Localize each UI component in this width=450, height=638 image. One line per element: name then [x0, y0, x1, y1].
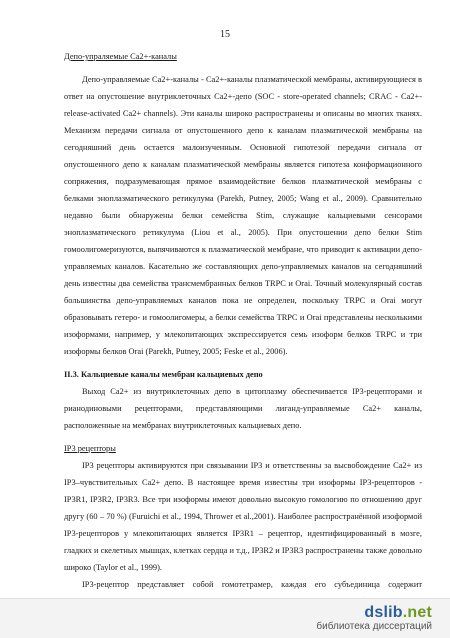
paragraph-soc: Депо-управляемые Ca2+-каналы - Ca2+-каналы плазматической мембраны, активирующиеся в ответ на опустошение внутриклеточных Ca2+-депо (SOC - store-operated channels; CRAC - Ca2+-release-activated Ca2+ channels). Эти каналы широко распространены и описаны во многих тканях. Механизм передачи сигнала от опустошенного депо к каналам плазматической мембраны на сегодняшний день остается малоизученным. Основной гипотезой передачи сигнала от опустошенного депо к каналам плазматической мембраны является гипотеза конформационного сопряжения, подразумевающая прямое взаимодействие белков плазматической мембраны с белками эноплазматического ретикулума (Parekh, Putney, 2005; Wang et al., 2009). Сравнительно недавно были обнаружены белки семейства Stim, служащие кальциевыми сенсорами эноплазматического ретикулума (Liou et al., 2005). При опустошении депо белки Stim гомоолигомеризуются, выпячиваются к плазматической мембране, что приводит к активации депо-управляемых каналов. Касательно же составляющих депо-управляемых каналов на сегодняшний день известны два семейства трансмембранных белков TRPC и Orai. Точный молекулярный состав большинства депо-управляемых каналов пока не определен, поскольку TRPC и Orai могут образовывать гетеро- и гомоолигомеры, а белки семейства TRPC и Orai представлены несколькими изоформами, например, у млекопитающих экспрессируется семь изоформ белков TRPC и три изоформы белков Orai (Parekh, Putney, 2005; Feske et al., 2006).	[64, 75, 422, 356]
page-number: 15	[220, 29, 230, 40]
page-content	[64, 48, 422, 610]
section-heading-ip3: IP3 рецепторы	[64, 444, 116, 453]
logo-subtitle: библиотека диссертаций	[316, 621, 432, 632]
paragraph-ip3-structure: IP3-рецептор представляет собой гомотетрамер, каждая его субъединица содержит	[82, 580, 422, 589]
logo-tld: .net	[402, 604, 432, 621]
section-title-depot-channels: II.3. Кальциевые каналы мембран кальциевых депо	[64, 370, 263, 379]
logo-wordmark	[316, 604, 432, 622]
dslib-logo	[316, 604, 432, 632]
logo-brand: dslib	[364, 604, 403, 621]
paragraph-ip3-isoforms: IP3 рецепторы активируются при связывании IP3 и ответственны за высвобождение Ca2+ из IP3–чувствительных Ca2+ депо. В настоящее время известны три изоформы IP3-рецепторов - IP3R1, IP3R2, IP3R3. Все три изоформы имеют довольно высокую гомологию по отношению друг другу (60 – 70 %) (Furuichi et al., 1994, Thrower et al.,2001). Наиболее распространённой изоформой IP3-рецепторов у млекопитающих является IP3R1 – рецептор, идентифицированный в мозге, гладких и скелетных мышцах, клетках сердца и т.д., IP3R2 и IP3R3 распространены также довольно широко (Taylor et al., 1999).	[64, 461, 422, 572]
paragraph-depot-release: Выход Ca2+ из внутриклеточных депо в цитоплазму обеспечивается IP3-рецепторами и рианодиновыми рецепторами, представляющими лиганд-управляемые Ca2+ каналы, расположенные на мембранах внутриклеточных кальциевых депо.	[64, 387, 422, 430]
section-heading-soc: Депо-упраляемые Ca2+-каналы	[64, 52, 177, 61]
